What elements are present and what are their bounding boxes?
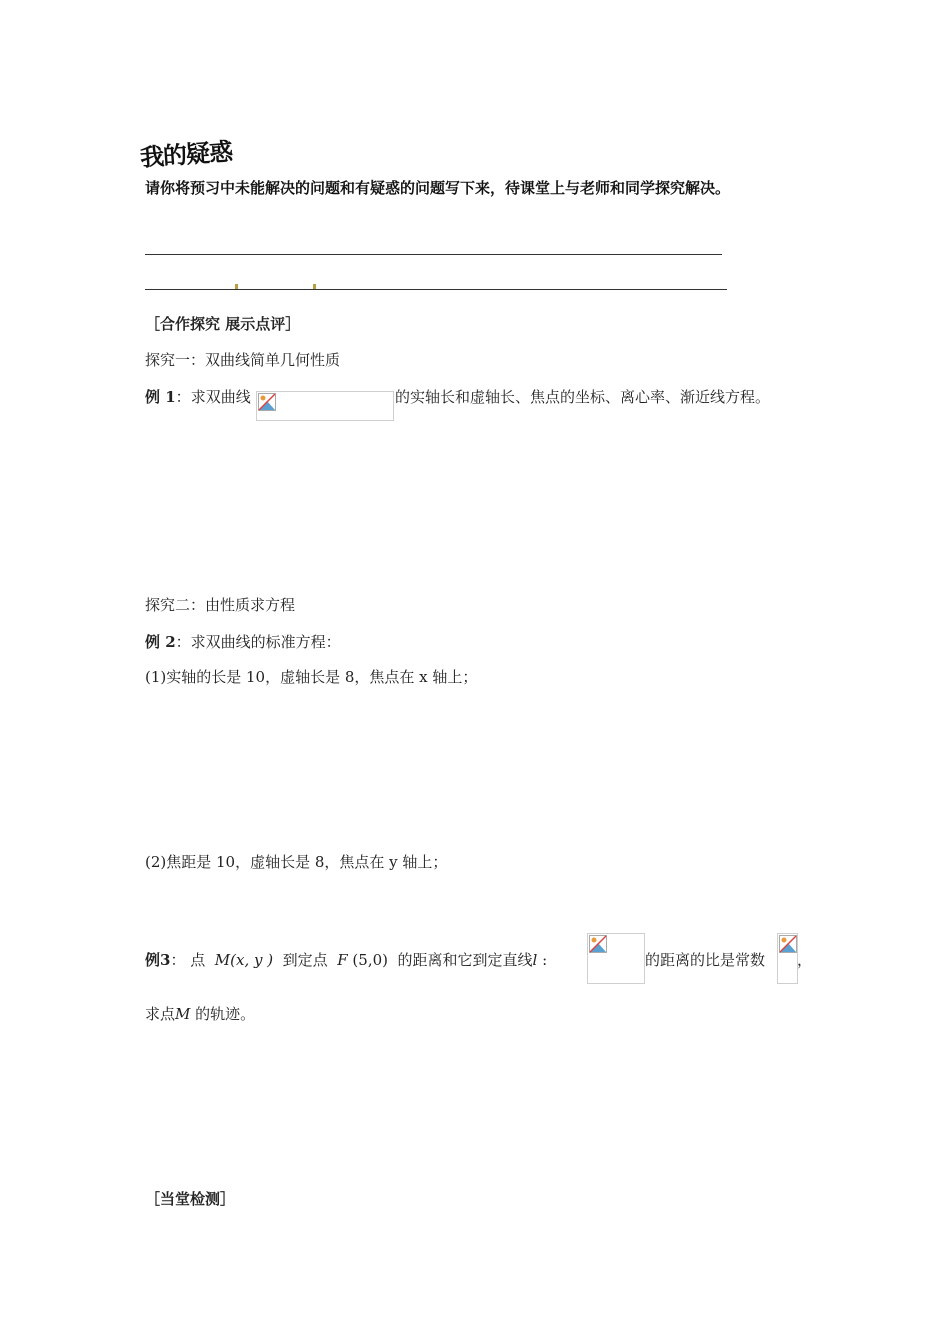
example-2-label: 例 2 xyxy=(145,633,176,651)
example-3-colon: ： xyxy=(170,951,186,969)
my-doubts-heading: 我的疑惑 xyxy=(139,137,233,172)
answer-line-2 xyxy=(145,289,727,290)
example-2 xyxy=(145,631,341,652)
example-2-text: ：求双曲线的标准方程： xyxy=(175,633,341,651)
example-3 xyxy=(145,949,547,970)
line-l: l xyxy=(532,951,538,969)
example-3-t5: 的距离和它到定直线 xyxy=(397,951,533,969)
point-F: F xyxy=(337,951,348,969)
example-2-part-2: (2)焦距是 10，虚轴长是 8，焦点在 y 轴上； xyxy=(145,853,448,871)
example-3-comma: ， xyxy=(797,951,813,969)
section-classroom-test: ［当堂检测］ xyxy=(145,1190,236,1208)
example-3-t6: : xyxy=(542,951,548,969)
example-2-part-1: (1)实轴的长是 10，虚轴长是 8，焦点在 x 轴上； xyxy=(145,668,478,686)
explore-1-title: 探究一：双曲线简单几何性质 xyxy=(145,351,341,369)
example-1 xyxy=(145,386,251,407)
answer-line-1 xyxy=(145,254,722,255)
example-1-label: 例 1 xyxy=(145,388,176,406)
example-3-t3: 到定点 xyxy=(282,951,328,969)
broken-image-icon xyxy=(258,393,276,411)
hyperbola-equation-image xyxy=(256,391,394,421)
section-cooperative-explore: ［合作探究 展示点评］ xyxy=(145,315,301,333)
example-3-line2-post: 的轨迹。 xyxy=(195,1005,256,1023)
explore-2-title: 探究二：由性质求方程 xyxy=(145,596,296,614)
example-1-question: 的实轴长和虚轴长、焦点的坐标、离心率、渐近线方程。 xyxy=(395,388,771,406)
line-equation-image xyxy=(587,933,645,984)
constant-ratio-image xyxy=(777,933,798,984)
example-3-line-2 xyxy=(145,1003,255,1024)
example-3-t1: 点 xyxy=(190,951,206,969)
point-M: M xyxy=(214,951,231,969)
line-mark xyxy=(235,284,238,289)
example-3-t7: 的距离的比是常数 xyxy=(645,951,766,969)
example-1-pre: 求双曲线 xyxy=(190,388,251,406)
example-1-colon: ： xyxy=(175,388,191,406)
instruction-text: 请你将预习中未能解决的问题和有疑惑的问题写下来，待课堂上与老师和同学探究解决。 xyxy=(145,179,731,197)
point-F-coords: (5,0) xyxy=(352,951,388,969)
broken-image-icon xyxy=(779,935,797,953)
example-3-line2-pre: 求点 xyxy=(145,1005,176,1023)
broken-image-icon xyxy=(589,935,607,953)
line-mark xyxy=(313,284,316,289)
example-3-label: 例3 xyxy=(145,951,171,969)
point-M-coords: (x, y ) xyxy=(230,951,274,969)
point-M-2: M xyxy=(175,1005,191,1023)
